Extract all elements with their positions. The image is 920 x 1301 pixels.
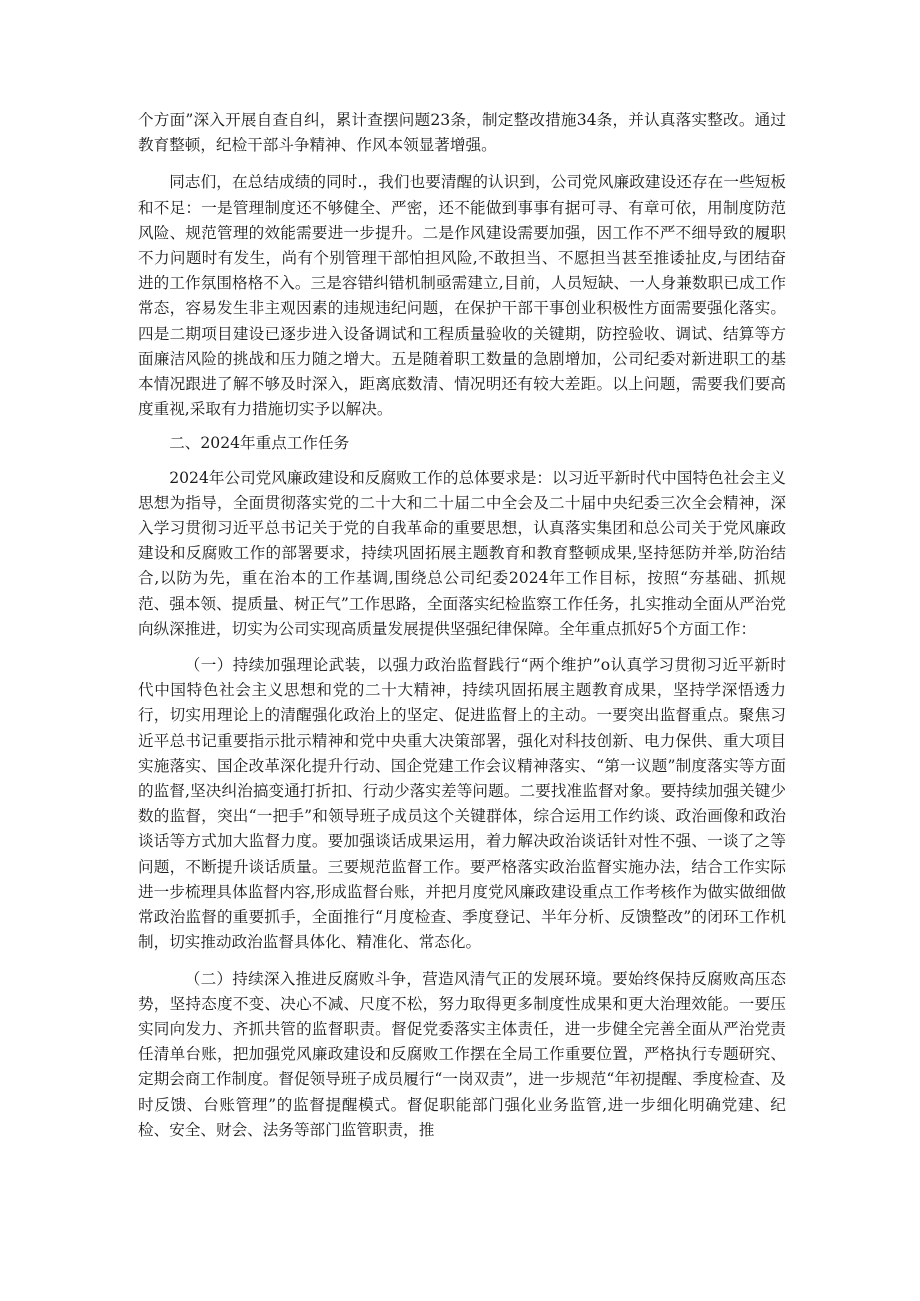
- paragraph-continuation: 个方面”深入开展自查自纠，累计查摆问题23条，制定整改措施34条，并认真落实整改。通过教育整顿，纪检干部斗争精神、作风本领显著增强。: [138, 111, 786, 155]
- document-body: [138, 108, 786, 1143]
- paragraph-task-two: （二）持续深入推进反腐败斗争，营造风清气正的发展环境。要始终保持反腐败高压态势，坚持态度不变、决心不减、尺度不松，努力取得更多制度性成果和更大治理效能。一要压实同向发力、齐抓共管的监督职责。督促党委落实主体责任，进一步健全完善全面从严治党责任清单台账，把加强党风廉政建设和反腐败工作摆在全局工作重要位置，严格执行专题研究、定期会商工作制度。督促领导班子成员履行“一岗双责”，进一步规范“年初提醒、季度检查、及时反馈、台账管理”的监督提醒模式。督促职能部门强化业务监管,进一步细化明确党建、纪检、安全、财会、法务等部门监管职责，推: [138, 969, 786, 1139]
- paragraph-overall-requirements: 2024年公司党风廉政建设和反腐败工作的总体要求是：以习近平新时代中国特色社会主义思想为指导，全面贯彻落实党的二十大和二十届二中全会及二十届中央纪委三次全会精神，深入学习贯彻习近平总书记关于党的自我革命的重要思想，认真落实集团和总公司关于党风廉政建设和反腐败工作的部署要求，持续巩固拓展主题教育和教育整顿成果,坚持惩防并举,防治结合,以防为先，重在治本的工作基调,围绕总公司纪委2024年工作目标，按照“夯基础、抓规范、强本领、提质量、树正气”工作思路，全面落实纪检监察工作任务，扎实推动全面从严治党向纵深推进，切实为公司实现高质量发展提供坚强纪律保障。全年重点抓好5个方面工作：: [138, 468, 786, 638]
- section-heading: 二、2024年重点工作任务: [169, 434, 350, 453]
- paragraph-task-one: （一）持续加强理论武装，以强力政治监督践行“两个维护”o认真学习贯彻习近平新时代中国特色社会主义思想和党的二十大精神，持续巩固拓展主题教育成果，坚持学深悟透力行，切实用理论上的清醒强化政治上的坚定、促进监督上的主动。一要突出监督重点。聚焦习近平总书记重要指示批示精神和党中央重大决策部署，强化对科技创新、电力保供、重大项目实施落实、国企改革深化提升行动、国企党建工作会议精神落实、“第一议题”制度落实等方面的监督,坚决纠治搞变通打折扣、行动少落实差等问题。二要找准监督对象。要持续加强关键少数的监督，突出“一把手”和领导班子成员这个关键群体，综合运用工作约谈、政治画像和政治谈话等方式加大监督力度。要加强谈话成果运用，着力解决政治谈话针对性不强、一谈了之等问题，不断提升谈话质量。三要规范监督工作。要严格落实政治监督实施办法，结合工作实际进一步梳理具体监督内容,形成监督台账，并把月度党风廉政建设重点工作考核作为做实做细做常政治监督的重要抓手，全面推行“月度检查、季度登记、半年分析、反馈整改”的闭环工作机制，切实推动政治监督具体化、精准化、常态化。: [138, 656, 786, 952]
- paragraph-shortcomings: 同志们，在总结成绩的同时.，我们也要清醒的认识到，公司党风廉政建设还存在一些短板和不足：一是管理制度还不够健全、严密，还不能做到事事有据可寻、有章可依，用制度防范风险、规范管理的效能需要进一步提升。二是作风建设需要加强，因工作不严不细导致的履职不力问题时有发生，尚有个别管理干部怕担风险,不敢担当、不愿担当甚至推诿扯皮,与团结奋进的工作氛围格格不入。三是容错纠错机制亟需建立,目前，人员短缺、一人身兼数职已成工作常态，容易发生非主观因素的违规违纪问题，在保护干部干事创业积极性方面需要强化落实。四是二期项目建设已逐步进入设备调试和工程质量验收的关键期，防控验收、调试、结算等方面廉洁风险的挑战和压力随之增大。五是随着职工数量的急剧增加，公司纪委对新进职工的基本情况跟进了解不够及时深入，距离底数清、情况明还有较大差距。以上问题，需要我们要高度重视,采取有力措施切实予以解决。: [138, 173, 786, 419]
